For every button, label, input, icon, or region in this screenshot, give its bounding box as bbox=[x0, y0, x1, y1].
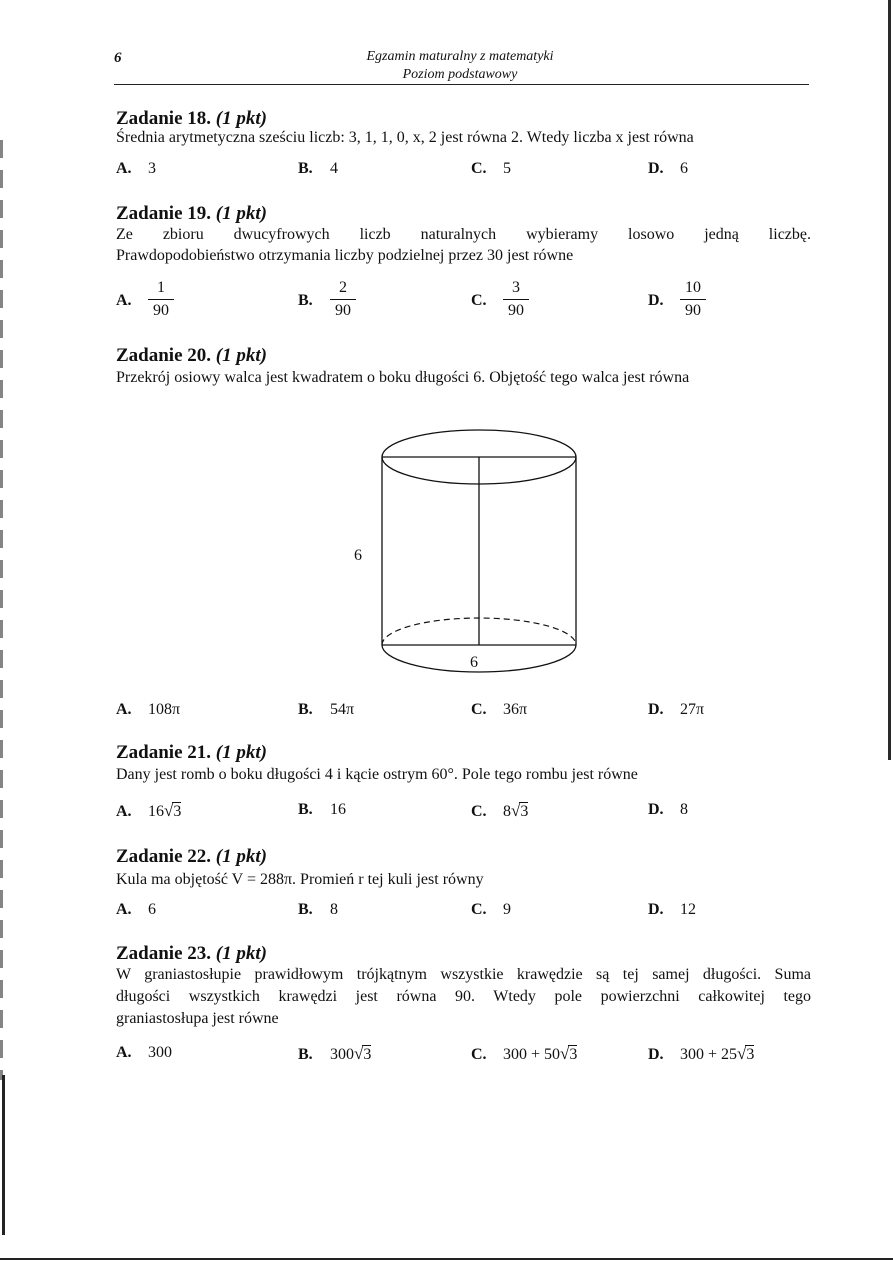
option-letter: A. bbox=[116, 701, 132, 718]
option-value bbox=[503, 801, 528, 821]
sqrt-radicand: 3 bbox=[520, 803, 529, 820]
option-value bbox=[680, 1044, 754, 1064]
option-value: 6 bbox=[680, 160, 688, 177]
task-21-option-d[interactable] bbox=[648, 801, 688, 819]
task-points: (1 pkt) bbox=[215, 742, 267, 763]
task-20-option-b[interactable] bbox=[298, 701, 354, 719]
task-19-text-line2: Prawdopodobieństwo otrzymania liczby podzielnej przez 30 jest równe bbox=[116, 247, 574, 264]
sqrt-coefficient: 300 + 50 bbox=[503, 1046, 561, 1063]
task-22-option-a[interactable] bbox=[116, 901, 156, 919]
fraction-denominator: 90 bbox=[153, 302, 169, 319]
option-letter: D. bbox=[648, 292, 664, 309]
task-points: (1 pkt) bbox=[215, 108, 267, 129]
option-letter: A. bbox=[116, 803, 132, 820]
option-letter: C. bbox=[471, 901, 487, 918]
sqrt-symbol: √ bbox=[737, 1044, 747, 1063]
sqrt-symbol: √ bbox=[164, 801, 174, 820]
sqrt-coefficient: 16 bbox=[148, 803, 164, 820]
task-22-option-d[interactable] bbox=[648, 901, 696, 919]
option-letter: B. bbox=[298, 801, 313, 818]
option-value: 27π bbox=[680, 701, 705, 718]
option-letter: D. bbox=[648, 801, 664, 818]
header-rule bbox=[114, 84, 809, 85]
task-number: Zadanie 21. bbox=[116, 742, 212, 763]
task-19-text-line1: Ze zbioru dwucyfrowych liczb naturalnych wybieramy losowo jedną liczbę. bbox=[116, 226, 811, 243]
sqrt-coefficient: 8 bbox=[503, 803, 511, 820]
sqrt-coefficient: 300 + 25 bbox=[680, 1046, 738, 1063]
option-value bbox=[330, 1044, 371, 1064]
task-20-option-c[interactable] bbox=[471, 701, 527, 719]
task-number: Zadanie 20. bbox=[116, 345, 212, 366]
page-number: 6 bbox=[114, 50, 122, 66]
option-letter: A. bbox=[116, 901, 132, 918]
fraction-numerator: 2 bbox=[330, 278, 356, 300]
cylinder-bottom-front-edge bbox=[382, 645, 576, 672]
task-number: Zadanie 23. bbox=[116, 943, 212, 964]
task-points: (1 pkt) bbox=[215, 203, 267, 224]
task-23-option-c[interactable] bbox=[471, 1044, 577, 1064]
task-21-text: Dany jest romb o boku długości 4 i kącie ostrym 60°. Pole tego rombu jest równe bbox=[116, 766, 638, 783]
fraction-numerator: 3 bbox=[503, 278, 529, 300]
task-number: Zadanie 22. bbox=[116, 846, 212, 867]
cylinder-figure bbox=[340, 420, 590, 690]
task-18-text: Średnia arytmetyczna sześciu liczb: 3, 1, 1, 0, x, 2 jest równa 2. Wtedy liczba x jest równa bbox=[116, 129, 694, 146]
task-number: Zadanie 18. bbox=[116, 108, 212, 129]
option-value: 9 bbox=[503, 901, 511, 918]
fraction-numerator: 10 bbox=[680, 278, 706, 300]
task-22-title bbox=[116, 846, 267, 868]
task-18-option-a[interactable] bbox=[116, 160, 156, 178]
option-letter: C. bbox=[471, 1046, 487, 1063]
option-letter: B. bbox=[298, 701, 313, 718]
task-19-title bbox=[116, 203, 267, 225]
task-21-option-a[interactable] bbox=[116, 801, 181, 821]
task-21-option-c[interactable] bbox=[471, 801, 528, 821]
task-23-option-d[interactable] bbox=[648, 1044, 754, 1064]
task-23-text-line3: graniastosłupa jest równe bbox=[116, 1010, 279, 1027]
task-20-option-a[interactable] bbox=[116, 701, 180, 719]
scan-edge-right bbox=[888, 0, 891, 760]
task-18-option-b[interactable] bbox=[298, 160, 338, 178]
option-letter: B. bbox=[298, 901, 313, 918]
task-21-title bbox=[116, 742, 267, 764]
fraction bbox=[680, 278, 706, 321]
option-letter: B. bbox=[298, 1046, 313, 1063]
option-letter: C. bbox=[471, 701, 487, 718]
task-number: Zadanie 19. bbox=[116, 203, 212, 224]
header-title-line2: Poziom podstawowy bbox=[402, 67, 518, 82]
fraction bbox=[330, 278, 356, 321]
fraction bbox=[148, 278, 174, 321]
option-value bbox=[503, 1044, 577, 1064]
sqrt-radicand: 3 bbox=[569, 1046, 578, 1063]
sqrt-radicand: 3 bbox=[363, 1046, 372, 1063]
task-20-option-d[interactable] bbox=[648, 701, 704, 719]
option-letter: A. bbox=[116, 1044, 132, 1061]
fraction-denominator: 90 bbox=[335, 302, 351, 319]
option-value: 6 bbox=[148, 901, 156, 918]
option-letter: A. bbox=[116, 292, 132, 309]
task-22-text: Kula ma objętość V = 288π. Promień r tej kuli jest równy bbox=[116, 871, 484, 888]
option-letter: B. bbox=[298, 160, 313, 177]
sqrt-radicand: 3 bbox=[746, 1046, 755, 1063]
page-header bbox=[300, 48, 620, 84]
sqrt-symbol: √ bbox=[354, 1044, 364, 1063]
task-points: (1 pkt) bbox=[215, 345, 267, 366]
option-value: 5 bbox=[503, 160, 511, 177]
option-letter: C. bbox=[471, 803, 487, 820]
task-20-title bbox=[116, 345, 267, 367]
height-label: 6 bbox=[354, 547, 362, 564]
sqrt-coefficient: 300 bbox=[330, 1046, 354, 1063]
option-letter: D. bbox=[648, 1046, 664, 1063]
option-value: 54π bbox=[330, 701, 355, 718]
option-letter: C. bbox=[471, 160, 487, 177]
option-letter: B. bbox=[298, 292, 313, 309]
option-letter: D. bbox=[648, 701, 664, 718]
task-18-option-c[interactable] bbox=[471, 160, 511, 178]
task-18-option-d[interactable] bbox=[648, 160, 688, 178]
scan-edge-bottom bbox=[0, 1258, 893, 1260]
task-23-option-a[interactable] bbox=[116, 1044, 172, 1062]
option-value: 3 bbox=[148, 160, 156, 177]
task-20-text: Przekrój osiowy walca jest kwadratem o boku długości 6. Objętość tego walca jest równa bbox=[116, 369, 690, 386]
option-value: 16 bbox=[330, 801, 346, 818]
header-title-line1: Egzamin maturalny z matematyki bbox=[366, 49, 554, 64]
fraction-numerator: 1 bbox=[148, 278, 174, 300]
option-value: 8 bbox=[680, 801, 688, 818]
option-value: 36π bbox=[503, 701, 528, 718]
option-value: 108π bbox=[148, 701, 181, 718]
fraction-denominator: 90 bbox=[685, 302, 701, 319]
sqrt-symbol: √ bbox=[511, 801, 521, 820]
option-letter: C. bbox=[471, 292, 487, 309]
task-22-option-c[interactable] bbox=[471, 901, 511, 919]
option-letter: D. bbox=[648, 160, 664, 177]
fraction-denominator: 90 bbox=[508, 302, 524, 319]
task-23-title bbox=[116, 943, 267, 965]
task-21-option-b[interactable] bbox=[298, 801, 346, 819]
task-23-option-b[interactable] bbox=[298, 1044, 371, 1064]
task-23-text-line1: W graniastosłupie prawidłowym trójkątnym wszystkie krawędzie są tej samej długości. Suma bbox=[116, 966, 811, 983]
sqrt-radicand: 3 bbox=[173, 803, 182, 820]
option-letter: A. bbox=[116, 160, 132, 177]
task-points: (1 pkt) bbox=[215, 943, 267, 964]
scan-edge-left bbox=[0, 140, 3, 1080]
task-23-text-line2: długości wszystkich krawędzi jest równa 90. Wtedy pole powierzchni całkowitej tego bbox=[116, 988, 811, 1005]
sqrt-symbol: √ bbox=[560, 1044, 570, 1063]
option-value: 300 bbox=[148, 1044, 172, 1061]
option-value bbox=[148, 801, 181, 821]
option-value: 12 bbox=[680, 901, 696, 918]
task-22-option-b[interactable] bbox=[298, 901, 338, 919]
fraction bbox=[503, 278, 529, 321]
option-value: 4 bbox=[330, 160, 338, 177]
task-points: (1 pkt) bbox=[215, 846, 267, 867]
option-value: 8 bbox=[330, 901, 338, 918]
scan-binding-mark bbox=[2, 1075, 11, 1235]
diameter-label: 6 bbox=[470, 654, 478, 671]
option-letter: D. bbox=[648, 901, 664, 918]
